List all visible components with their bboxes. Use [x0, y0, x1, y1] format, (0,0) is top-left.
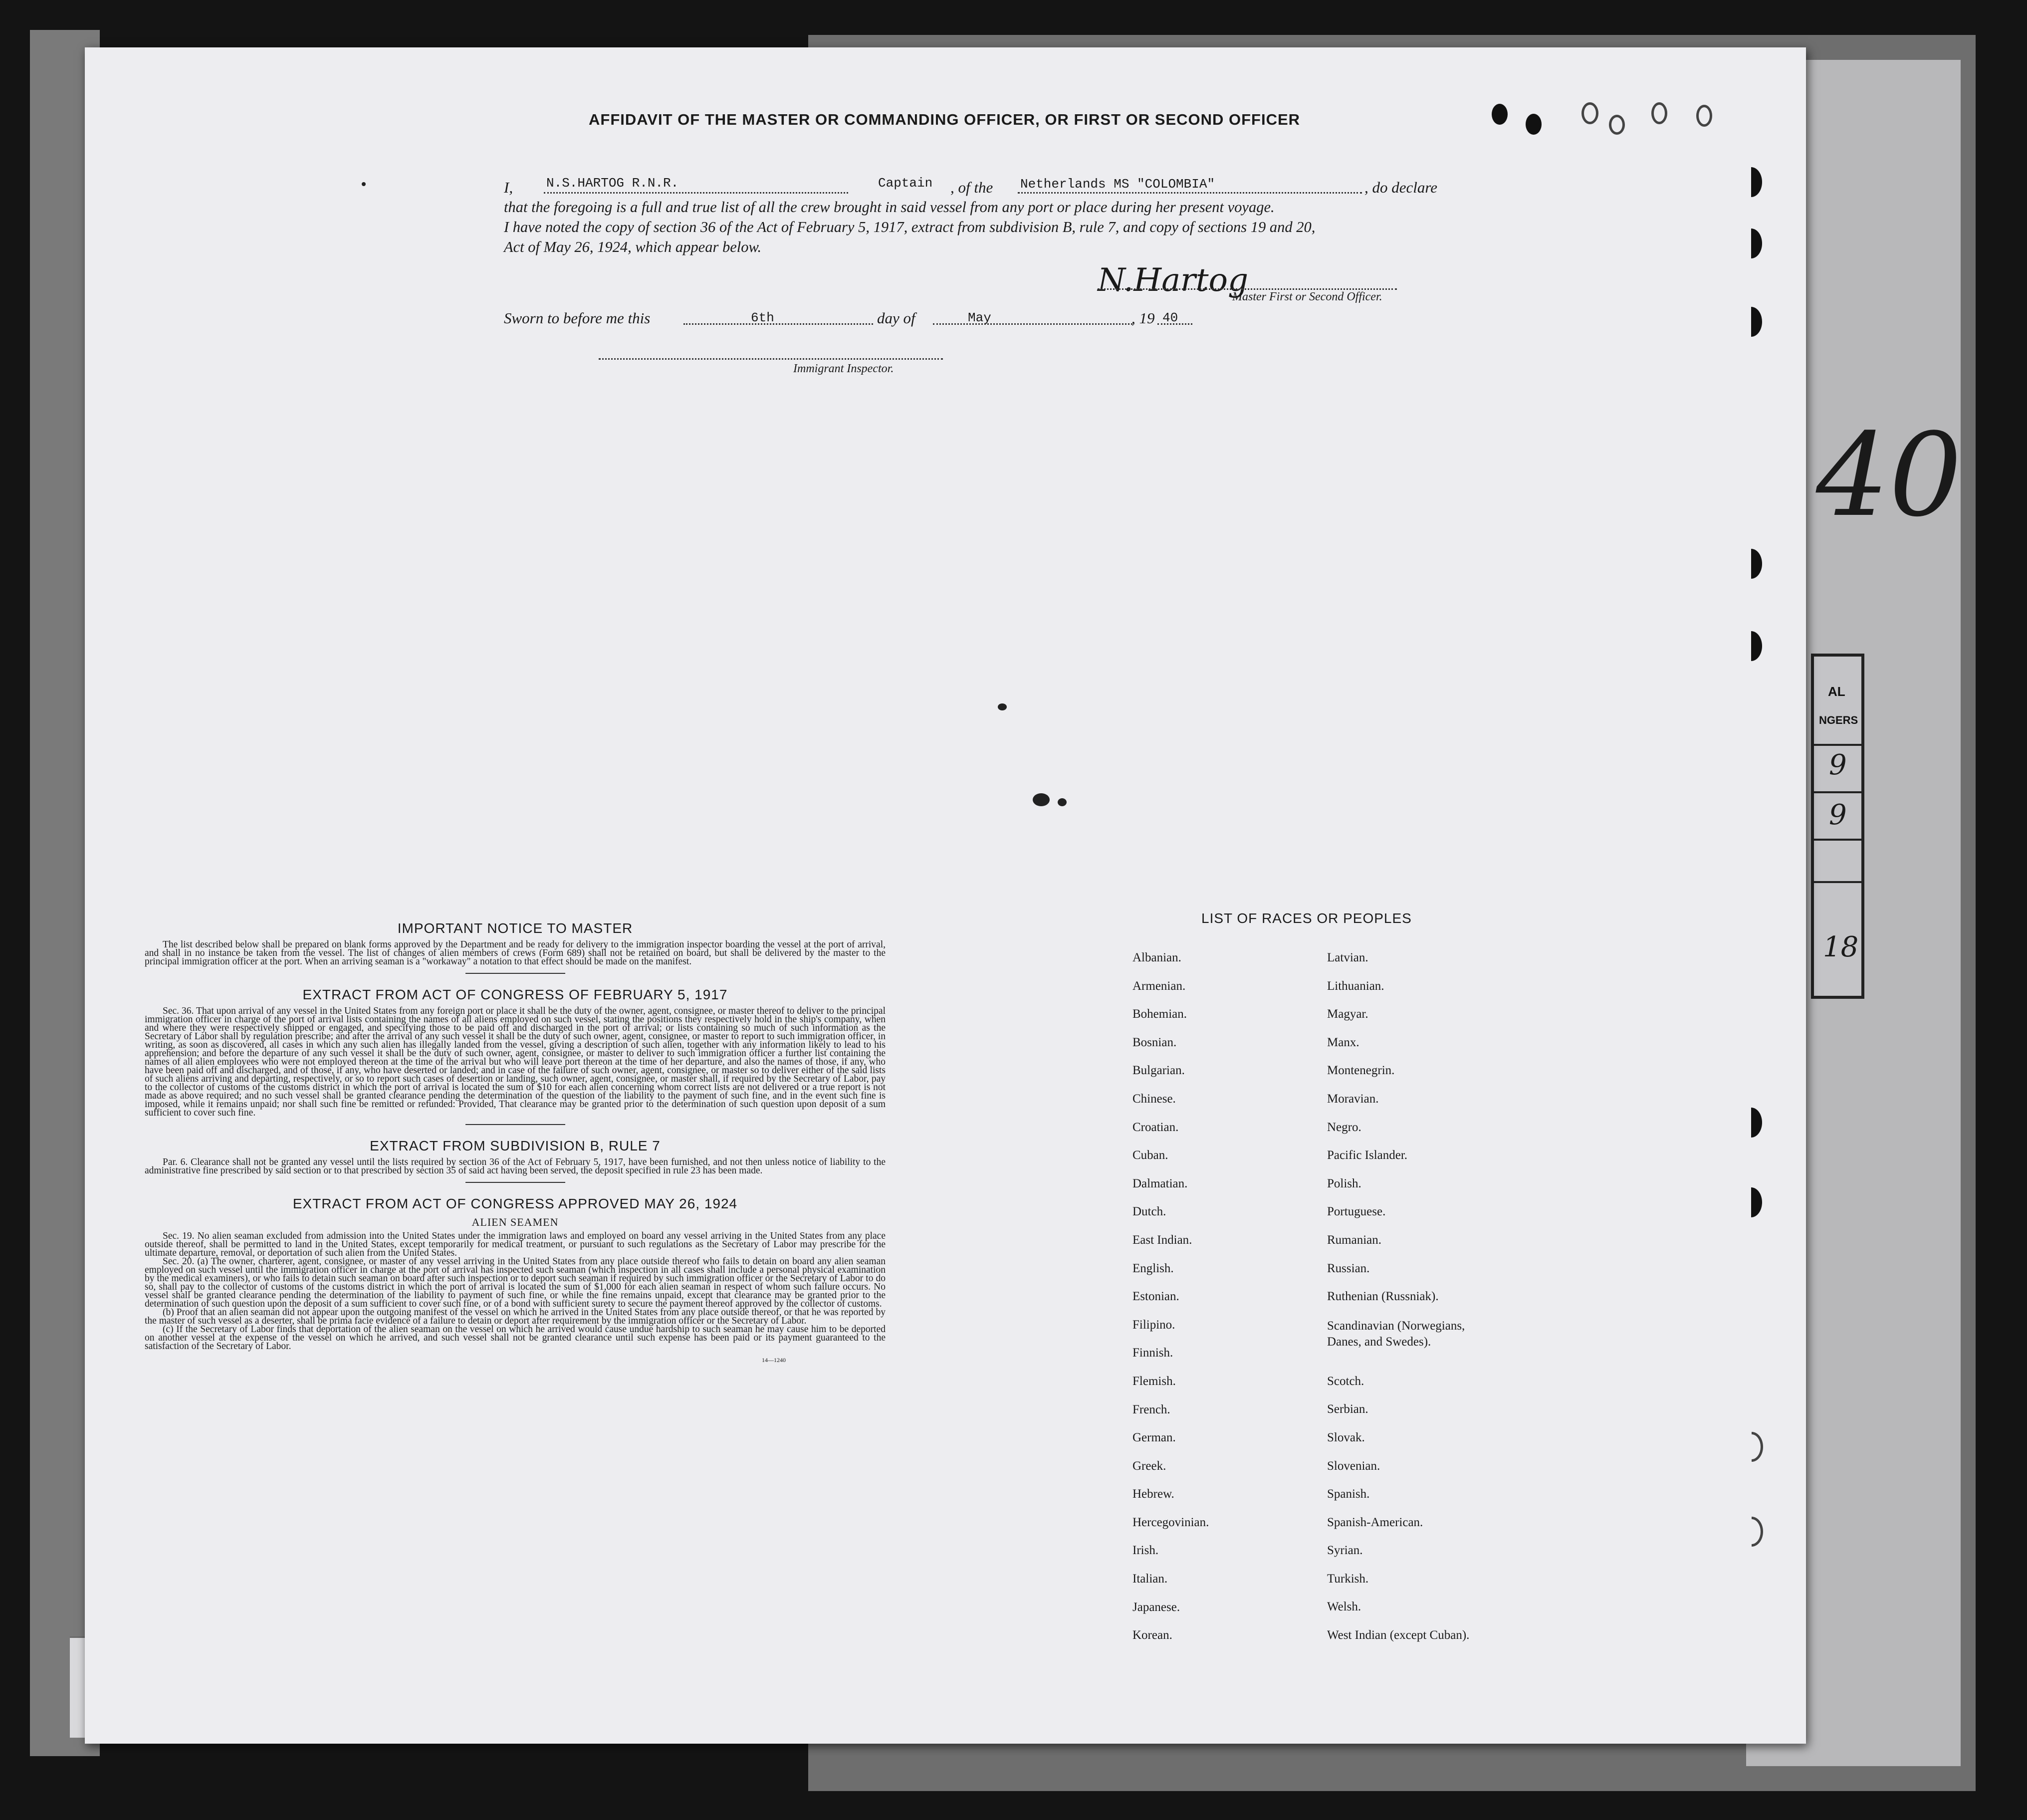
- race-item: Bosnian.: [1132, 1035, 1177, 1049]
- sworn-day: 6th: [751, 310, 774, 325]
- race-item: Slovenian.: [1327, 1459, 1380, 1473]
- vessel-field-line: [1018, 192, 1362, 194]
- race-item: Welsh.: [1327, 1600, 1361, 1614]
- affidavit-line-4: Act of May 26, 1924, which appear below.: [504, 238, 762, 255]
- race-item: Montenegrin.: [1327, 1064, 1395, 1078]
- race-item: Filipino.: [1132, 1318, 1175, 1332]
- officer-rank: Captain: [878, 176, 933, 191]
- signature-caption: Master First or Second Officer.: [1232, 290, 1382, 303]
- ink-speck: [1033, 793, 1050, 806]
- i-label: I,: [504, 179, 513, 196]
- punch-hole: [1696, 105, 1712, 127]
- extract3-subheading: ALIEN SEAMEN: [471, 1216, 559, 1228]
- race-item: Portuguese.: [1327, 1205, 1386, 1219]
- extract3-sec19: Sec. 19. No alien seaman excluded from admission into the United States under the immigration laws and employed on board any vessel arriving in the United States from any place outside thereof, shall be permitted to land in the United States, except temporarily for medical treatment, or pursuant to such regulations as the Secretary of Labor may prescribe for the ultimate departure, removal, or deportation of such alien from the United States.: [145, 1231, 886, 1258]
- race-item: Ruthenian (Russniak).: [1327, 1290, 1439, 1304]
- race-item: Finnish.: [1132, 1346, 1173, 1360]
- race-item: West Indian (except Cuban).: [1327, 1628, 1470, 1642]
- declare-label: , do declare: [1364, 179, 1438, 196]
- race-item: Syrian.: [1327, 1544, 1363, 1558]
- tab-value-1: 9: [1829, 749, 1847, 781]
- handwritten-page-number: 40: [1816, 409, 1962, 542]
- captain-signature: N.Hartog: [1098, 262, 1249, 299]
- punch-hole: [1526, 114, 1542, 135]
- race-item: Rumanian.: [1327, 1233, 1382, 1247]
- extract3-sec20b: (b) Proof that an alien seaman did not appear upon the outgoing manifest of the vessel on which he arrived in the United States from any place outside thereof, or that he was reported by the master of such vessel as a deserter, shall be prima facie evidence of a failure to detain or deport after requirement by the immigration officer or the Secretary of Labor.: [145, 1307, 886, 1326]
- race-item: Magyar.: [1327, 1007, 1368, 1021]
- important-notice-section: [145, 920, 886, 1364]
- day-of-label: day of: [877, 309, 915, 327]
- race-item: English.: [1132, 1261, 1174, 1275]
- race-item: Armenian.: [1132, 979, 1186, 993]
- tab-header-1: AL: [1828, 684, 1845, 699]
- affidavit-line-2: that the foregoing is a full and true list of all the crew brought in said vessel from any port or place during her present voyage.: [504, 199, 1275, 216]
- race-item: Hercegovinian.: [1132, 1515, 1209, 1529]
- extract2-heading: EXTRACT FROM SUBDIVISION B, RULE 7: [370, 1138, 661, 1153]
- passenger-total-box: [1811, 654, 1864, 999]
- sworn-year: 40: [1162, 310, 1178, 325]
- name-field-line: [544, 192, 848, 194]
- tab-value-2: 9: [1829, 799, 1847, 831]
- extract2-body: Par. 6. Clearance shall not be granted any vessel until the lists required by section 36 of the Act of February 5, 1917, have been furnished, and not then unless notice of liability to the administrative fine prescribed by said section or to that prescribed by section 35 of said act having been served, the deposit specified in rule 23 has been made.: [145, 1157, 886, 1176]
- race-item: Chinese.: [1132, 1092, 1176, 1106]
- inspector-signature-line: [599, 358, 943, 360]
- race-item: Italian.: [1132, 1572, 1168, 1586]
- race-item: Slovak.: [1327, 1430, 1365, 1444]
- sworn-day-line: [683, 323, 873, 325]
- tab-header-2: NGERS: [1819, 714, 1858, 726]
- race-item: Korean.: [1132, 1628, 1172, 1642]
- extract3-heading: EXTRACT FROM ACT OF CONGRESS APPROVED MAY 26, 1924: [292, 1196, 738, 1211]
- race-item: Lithuanian.: [1327, 979, 1384, 993]
- extract3-sec20a: Sec. 20. (a) The owner, charterer, agent, consignee, or master of any vessel arriving in the United States from any place outside thereof who fails to detain on board any alien seaman employed on such vessel until the immigration officer in charge at the port of arrival has inspected such seaman (which inspection in all cases shall include a personal physical examination by the medical examiners), or who fails to detain such seaman on board after such inspection or to deport such seaman if required by such immigration officer or the Secretary of Labor to do so, shall pay to the collector of customs of the customs district in which the port of arrival is located the sum of $1,000 for each alien seaman in respect of whom such failure occurs. No vessel shall be granted clearance pending the determination of the liability to payment of such fine, or while the fine remains unpaid, except that clearance may be granted prior to the determination of such question upon the deposit of a sum sufficient to cover such fine, or of a bond with sufficient surety to secure the payment thereof approved by the collector of customs.: [145, 1256, 886, 1309]
- sworn-label: Sworn to before me this: [504, 309, 651, 327]
- race-item: Spanish-American.: [1327, 1515, 1423, 1529]
- officer-name: N.S.HARTOG R.N.R.: [546, 176, 679, 191]
- section-divider: [465, 1124, 565, 1125]
- race-item: Flemish.: [1132, 1374, 1176, 1388]
- race-item: Cuban.: [1132, 1148, 1168, 1162]
- race-item: Croatian.: [1132, 1120, 1179, 1134]
- year-prefix: , 19: [1131, 309, 1155, 327]
- race-item: Hebrew.: [1132, 1487, 1174, 1501]
- punch-hole: [1581, 102, 1598, 124]
- race-item: Moravian.: [1327, 1092, 1379, 1106]
- race-item: Japanese.: [1132, 1600, 1180, 1614]
- race-item: Dalmatian.: [1132, 1176, 1188, 1190]
- race-item: Scotch.: [1327, 1374, 1364, 1388]
- notice-body: The list described below shall be prepared on blank forms approved by the Department and be ready for delivery to the immigration inspector boarding the vessel at the port of arrival, and shall in no instance be taken from the vessel. The list of changes of alien members of crews (Form 689) shall not be retained on board, but shall be delivered by the master to the principal immigration officer at the port. When an arriving seaman is a "workaway" a notation to that effect should be made on the manifest.: [145, 939, 886, 967]
- punch-hole: [1651, 102, 1667, 124]
- section-divider: [465, 973, 565, 974]
- sworn-month: May: [968, 310, 991, 325]
- race-item: Spanish.: [1327, 1487, 1370, 1501]
- race-item: Bulgarian.: [1132, 1064, 1185, 1078]
- year-line: [1157, 323, 1192, 325]
- punch-hole: [1609, 115, 1625, 135]
- race-item: Greek.: [1132, 1459, 1166, 1473]
- sworn-month-line: [933, 323, 1132, 325]
- extract1-body: Sec. 36. That upon arrival of any vessel in the United States from any foreign port or place it shall be the duty of the owner, agent, consignee, or master thereof to deliver to the principal immigration officer in charge of the port of arrival lists containing the names of all aliens employed on such vessel, stating the positions they respectively hold in the ship's company, when and where they were respectively shipped or engaged, and specifying those to be paid off and discharged in the port of arrival; or lists containing so much of such information as the Secretary of Labor shall by regulation prescribe; and after the arrival of any such vessel it shall be the duty of such owner, agent, consignee, or master to report to such immigration officer, in writing, as soon as discovered, all cases in which any such alien has illegally landed from the vessel, giving a description of such alien, together with any information likely to lead to his apprehension; and before the departure of any such vessel it shall be the duty of such owner, agent, consignee, or master to deliver to such immigration officer a further list containing the names of all alien employees who were not employed thereon at the time of the arrival but who will leave port thereon at the time of her departure, and also the names of those, if any, who have been paid off and discharged, and of those, if any, who have deserted or landed; and in case of the failure of such owner, agent, consignee, or master so to deliver either of the said lists of such aliens arriving and departing, respectively, or so to report such cases of desertion or landing, such owner, agent, consignee, or master shall, if required by the Secretary of Labor, pay to the collector of customs of the customs district in which the port of arrival is located the sum of $10 for each alien concerning whom correct lists are not delivered or a true report is not made as above required; and no such vessel shall be granted clearance pending the determination of the question of the liability to the payment of such fine, and in the event such fine is imposed, while it remains unpaid; nor shall such fine be remitted or refunded: Provided, That clearance may be granted prior to the determination of such question upon deposit of a sum sufficient to cover such fine.: [145, 1006, 886, 1118]
- race-item: Scandinavian (Norwegians, Danes, and Swedes).: [1327, 1319, 1465, 1349]
- punch-hole: [1492, 104, 1508, 125]
- race-item: East Indian.: [1132, 1233, 1192, 1247]
- affidavit-title: AFFIDAVIT OF THE MASTER OR COMMANDING OFFICER, OR FIRST OR SECOND OFFICER: [589, 111, 1301, 128]
- affidavit-line-1: [504, 179, 513, 197]
- notice-heading: IMPORTANT NOTICE TO MASTER: [397, 920, 633, 936]
- ink-speck: [362, 182, 366, 186]
- race-item: Dutch.: [1132, 1205, 1166, 1219]
- race-item: Estonian.: [1132, 1290, 1179, 1304]
- section-divider: [465, 1182, 565, 1183]
- extract1-heading: EXTRACT FROM ACT OF CONGRESS OF FEBRUARY 5, 1917: [302, 987, 728, 1002]
- race-item: Bohemian.: [1132, 1007, 1187, 1021]
- race-item: Polish.: [1327, 1176, 1361, 1190]
- affidavit-line-3: I have noted the copy of section 36 of the Act of February 5, 1917, extract from subdivision B, rule 7, and copy of sections 19 and 20,: [504, 219, 1316, 235]
- race-item: Turkish.: [1327, 1572, 1369, 1586]
- races-column-2: [1327, 951, 1492, 1657]
- ink-speck: [998, 703, 1007, 710]
- race-item: German.: [1132, 1431, 1176, 1445]
- inspector-caption: Immigrant Inspector.: [793, 362, 894, 375]
- race-item: Manx.: [1327, 1035, 1359, 1049]
- race-item: Serbian.: [1327, 1402, 1368, 1416]
- manifest-page: [85, 47, 1806, 1744]
- extract3-sec20c: (c) If the Secretary of Labor finds that deportation of the alien seaman on the vessel on which he arrived would cause undue hardship to such seaman he may cause him to be deported on another vessel at the expense of the vessel on which he arrived, and such vessel shall not be granted clearance until such expense has been paid or its payment guaranteed to the satisfaction of the Secretary of Labor.: [145, 1324, 886, 1352]
- ink-speck: [1058, 798, 1067, 806]
- race-item: Russian.: [1327, 1261, 1370, 1275]
- signature-line: [1098, 288, 1397, 290]
- tab-value-3: 18: [1823, 931, 1859, 963]
- race-item: Albanian.: [1132, 951, 1181, 964]
- race-item: Pacific Islander.: [1327, 1148, 1408, 1162]
- race-item: Negro.: [1327, 1120, 1361, 1134]
- race-item: Irish.: [1132, 1544, 1159, 1558]
- form-number: 14—1240: [762, 1357, 786, 1364]
- vessel-name: Netherlands MS "COLOMBIA": [1020, 177, 1215, 192]
- race-item: French.: [1132, 1402, 1170, 1416]
- races-column-1: [1132, 951, 1209, 1657]
- of-the-label: , of the: [950, 179, 993, 196]
- races-title: LIST OF RACES OR PEOPLES: [1201, 910, 1412, 926]
- race-item: Latvian.: [1327, 951, 1368, 964]
